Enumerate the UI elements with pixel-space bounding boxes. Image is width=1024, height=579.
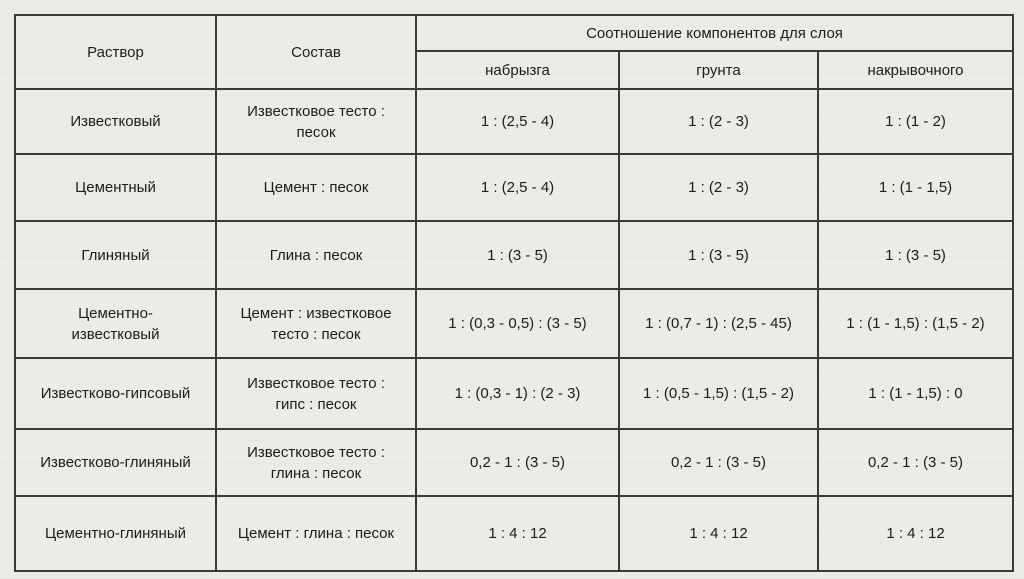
cell-cover: 1 : 4 : 12 bbox=[818, 496, 1013, 571]
cell-spray: 1 : (2,5 - 4) bbox=[416, 154, 619, 221]
cell-spray: 1 : 4 : 12 bbox=[416, 496, 619, 571]
cell-cover: 1 : (1 - 2) bbox=[818, 89, 1013, 154]
cell-composition bbox=[216, 358, 416, 429]
table-row bbox=[15, 429, 1013, 496]
cell-solution bbox=[15, 89, 216, 154]
table-row bbox=[15, 221, 1013, 289]
cell-cover: 0,2 - 1 : (3 - 5) bbox=[818, 429, 1013, 496]
cell-spray: 1 : (0,3 - 0,5) : (3 - 5) bbox=[416, 289, 619, 358]
cell-solution: Цементно-глиняный bbox=[15, 496, 216, 571]
table-row bbox=[15, 289, 1013, 358]
header-row-top bbox=[15, 15, 1013, 51]
cell-composition: Глина : песок bbox=[216, 221, 416, 289]
composition-text: Известковое тесто : песок bbox=[247, 102, 385, 141]
cell-spray: 1 : (2,5 - 4) bbox=[416, 89, 619, 154]
cell-solution: Известково-гипсовый bbox=[15, 358, 216, 429]
table-row bbox=[15, 89, 1013, 154]
cell-cover: 1 : (1 - 1,5) bbox=[818, 154, 1013, 221]
cell-solution: Известково-глиняный bbox=[15, 429, 216, 496]
cell-spray: 0,2 - 1 : (3 - 5) bbox=[416, 429, 619, 496]
cell-composition bbox=[216, 89, 416, 154]
cell-primer: 1 : (0,7 - 1) : (2,5 - 45) bbox=[619, 289, 818, 358]
cell-composition bbox=[216, 429, 416, 496]
header-cover: накрывочного bbox=[818, 51, 1013, 89]
cell-composition: Цемент : песок bbox=[216, 154, 416, 221]
table-row bbox=[15, 154, 1013, 221]
header-composition: Состав bbox=[216, 15, 416, 89]
composition-text: Известковое тесто : гипс : песок bbox=[247, 374, 385, 413]
cell-primer: 1 : (0,5 - 1,5) : (1,5 - 2) bbox=[619, 358, 818, 429]
solution-text: Цементно- известковый bbox=[71, 304, 160, 343]
table-row bbox=[15, 358, 1013, 429]
header-spray: набрызга bbox=[416, 51, 619, 89]
cell-solution bbox=[15, 289, 216, 358]
cell-composition: Цемент : глина : песок bbox=[216, 496, 416, 571]
cell-spray: 1 : (3 - 5) bbox=[416, 221, 619, 289]
cell-cover: 1 : (1 - 1,5) : 0 bbox=[818, 358, 1013, 429]
header-primer: грунта bbox=[619, 51, 818, 89]
cell-primer: 0,2 - 1 : (3 - 5) bbox=[619, 429, 818, 496]
cell-solution: Глиняный bbox=[15, 221, 216, 289]
cell-cover: 1 : (1 - 1,5) : (1,5 - 2) bbox=[818, 289, 1013, 358]
composition-text: Цемент : известковое тесто : песок bbox=[240, 304, 392, 343]
solution-text: Известковый bbox=[70, 113, 161, 130]
cell-primer: 1 : (2 - 3) bbox=[619, 154, 818, 221]
cell-solution: Цементный bbox=[15, 154, 216, 221]
cell-spray: 1 : (0,3 - 1) : (2 - 3) bbox=[416, 358, 619, 429]
cell-cover: 1 : (3 - 5) bbox=[818, 221, 1013, 289]
header-solution: Раствор bbox=[15, 15, 216, 89]
mortar-ratio-table bbox=[14, 14, 1014, 572]
cell-composition bbox=[216, 289, 416, 358]
cell-primer: 1 : 4 : 12 bbox=[619, 496, 818, 571]
composition-text: Известковое тесто : глина : песок bbox=[247, 443, 385, 482]
cell-primer: 1 : (3 - 5) bbox=[619, 221, 818, 289]
table-row bbox=[15, 496, 1013, 571]
header-ratio-group: Соотношение компонентов для слоя bbox=[416, 15, 1013, 51]
cell-primer: 1 : (2 - 3) bbox=[619, 89, 818, 154]
